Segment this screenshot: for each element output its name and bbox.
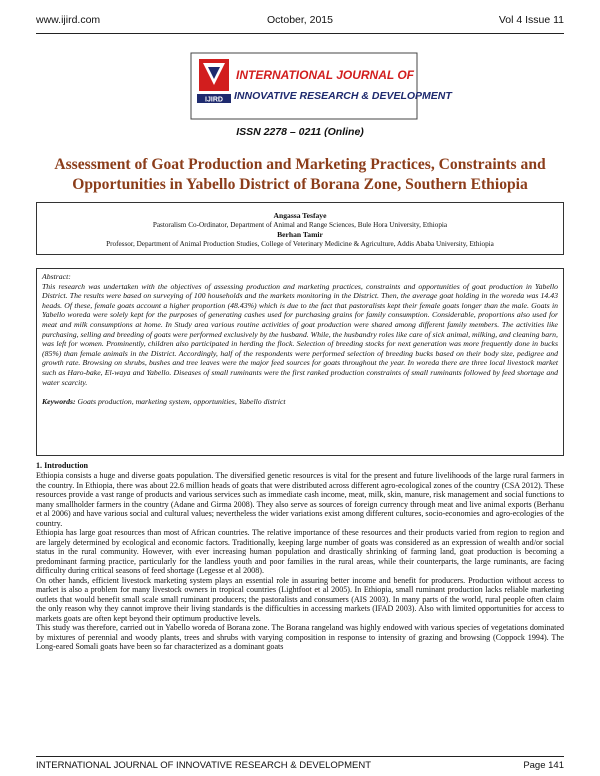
section-heading: 1. Introduction [36, 461, 89, 470]
abstract-label: Abstract: [42, 272, 71, 281]
author-name: Berhan Tamir [277, 230, 323, 240]
abstract-text: This research was undertaken with the objectives of assessing production and marketing practices, constraints and opportunities of goat production in Yabello District. The results were based on surveying of 100 households and the markets monitoring in the District. Then, the average goat holding in the woreda was 14.43 heads. Of these, female goats account a higher proportion (48.43%) which is due to the fact that pastoralists kept their female goats longer than the male. Goats in Yabello woreda were solely kept for the purposes of generating cashes used for purchasing grains for family consumption. Considerable, proportions also used for meat and milk consumptions at home. In Study area various routine activities of goat production were shared among different family members. The activities like purchasing, selling and breeding of goats were performed exclusively by the husband. While, the husbandry roles like care of sick animal, milking, and cleaning barn, was left for women. Prominently, children also participated in herding the flock. Selection of breeding stocks for next generation was more frequently done in bucks (85%) than female animals in the District. Accordingly, half of the respondents were performed selection of breeding bucks based on their body size, pedigree and growth rate. Browsing on shrubs, bushes and tree leaves were the major feed sources for goats throughout the year. In woreda there are three local livestock market such as Haro-bake, El-waya and Yabello. Diseases of small ruminants were the first ranked production constraints of small ruminants followed by feed shortage and water scarcity. [42, 281, 558, 387]
keywords [42, 397, 558, 407]
body-paragraph: This study was therefore, carried out in Yabello woreda of Borana zone. The Borana rangeland was highly endowed with various species of vegetations dominated by mixtures of perennial and woody plants, trees and shrubs with varying composition in response to intensity of grazing and browsing (Coppock 1994). The Long-eared Somali goats have been so far characterized as a dominant goats [36, 623, 564, 652]
footer-rule [36, 756, 564, 757]
journal-logo [190, 52, 452, 120]
body-paragraph: Ethiopia has large goat resources than most of African countries. The relative importance of these resources and their products varied from region to region and are largely determined by ecological and economic factors. Traditionally, keeping large number of goats was considered as an expression of wealth and/or social status in the rural community. However, with ever increasing human population and drastically shrinking of farming land, goat production is becoming a predominant farming practice, particularly for the landless youth and poor families in the rural areas, while their counterparts, the large ruminants, are facing difficulty during critical seasons of feed shortage (Legesse et al 2008). [36, 528, 564, 576]
keywords-text: Goats production, marketing system, opportunities, Yabello district [77, 397, 286, 407]
footer-journal: INTERNATIONAL JOURNAL OF INNOVATIVE RESEARCH & DEVELOPMENT [36, 760, 372, 771]
logo-line1: INTERNATIONAL JOURNAL OF [236, 68, 415, 82]
title-line-2: Opportunities in Yabello District of Borana Zone, Southern Ethiopia [72, 176, 528, 193]
author-affiliation: Professor, Department of Animal Production Studies, College of Veterinary Medicine & Agriculture, Addis Ababa University, Ethiopia [106, 239, 494, 248]
author-affiliation: Pastoralism Co-Ordinator, Department of Animal and Range Sciences, Bule Hora University, Ethiopia [152, 220, 448, 229]
journal-website: www.ijird.com [36, 14, 101, 26]
volume-issue: Vol 4 Issue 11 [498, 14, 564, 26]
article-body [36, 461, 564, 652]
abstract-box [36, 268, 564, 456]
running-header [36, 14, 564, 28]
issn: ISSN 2278 – 0211 (Online) [236, 126, 364, 138]
author-name: Angassa Tesfaye [273, 211, 327, 220]
logo-badge: IJIRD [205, 96, 223, 104]
keywords-label: Keywords: [42, 397, 76, 407]
body-paragraph: Ethiopia consists a huge and diverse goats population. The diversified genetic resources is vital for the present and future livelihoods of the large rural farmers in the country. In Ethiopia, there was about 22.6 million heads of goats that were distributed across different agro-ecological zones of the country (CSA 2012). These resources provide a vast range of products and various services such as immediate cash income, meat, milk, skin, manure, risk management and social functions to many smallholder farmers in the country (Adane and Girma 2008). They also serve as sources of foreign currency through meat and live animal exports (Berhanu et al 2006) and have various social and cultural values; nevertheless the wider variations exist among different cultures, socio-economies and agro-ecologies of the country. [36, 471, 564, 528]
page-number: Page 141 [523, 760, 564, 771]
paper-title [36, 155, 564, 195]
author-box [36, 202, 564, 255]
logo-line2: INNOVATIVE RESEARCH & DEVELOPMENT [234, 90, 452, 102]
issue-date: October, 2015 [267, 14, 333, 26]
header-rule [36, 33, 564, 34]
body-paragraph: On other hands, efficient livestock marketing system plays an essential role in assuring better income and benefit for producers. Production without access to market is also a problem for many livestock owners in tropical countries (Lightfoot et al 2005). In Ethiopia, small ruminant production lacks reliable marketing outlets that would benefit small scale small ruminant producers; the pastoralists and consumers (AIS 2003). In many parts of the world, rural people often claim the only reason why they cannot improve their living standards is the difficulties in accessing markets (IFAD 2003). Also with limited opportunities for access to markets goats are often kept beyond their optimum productive levels. [36, 575, 564, 623]
title-line-1: Assessment of Goat Production and Marketing Practices, Constraints and [54, 156, 546, 173]
